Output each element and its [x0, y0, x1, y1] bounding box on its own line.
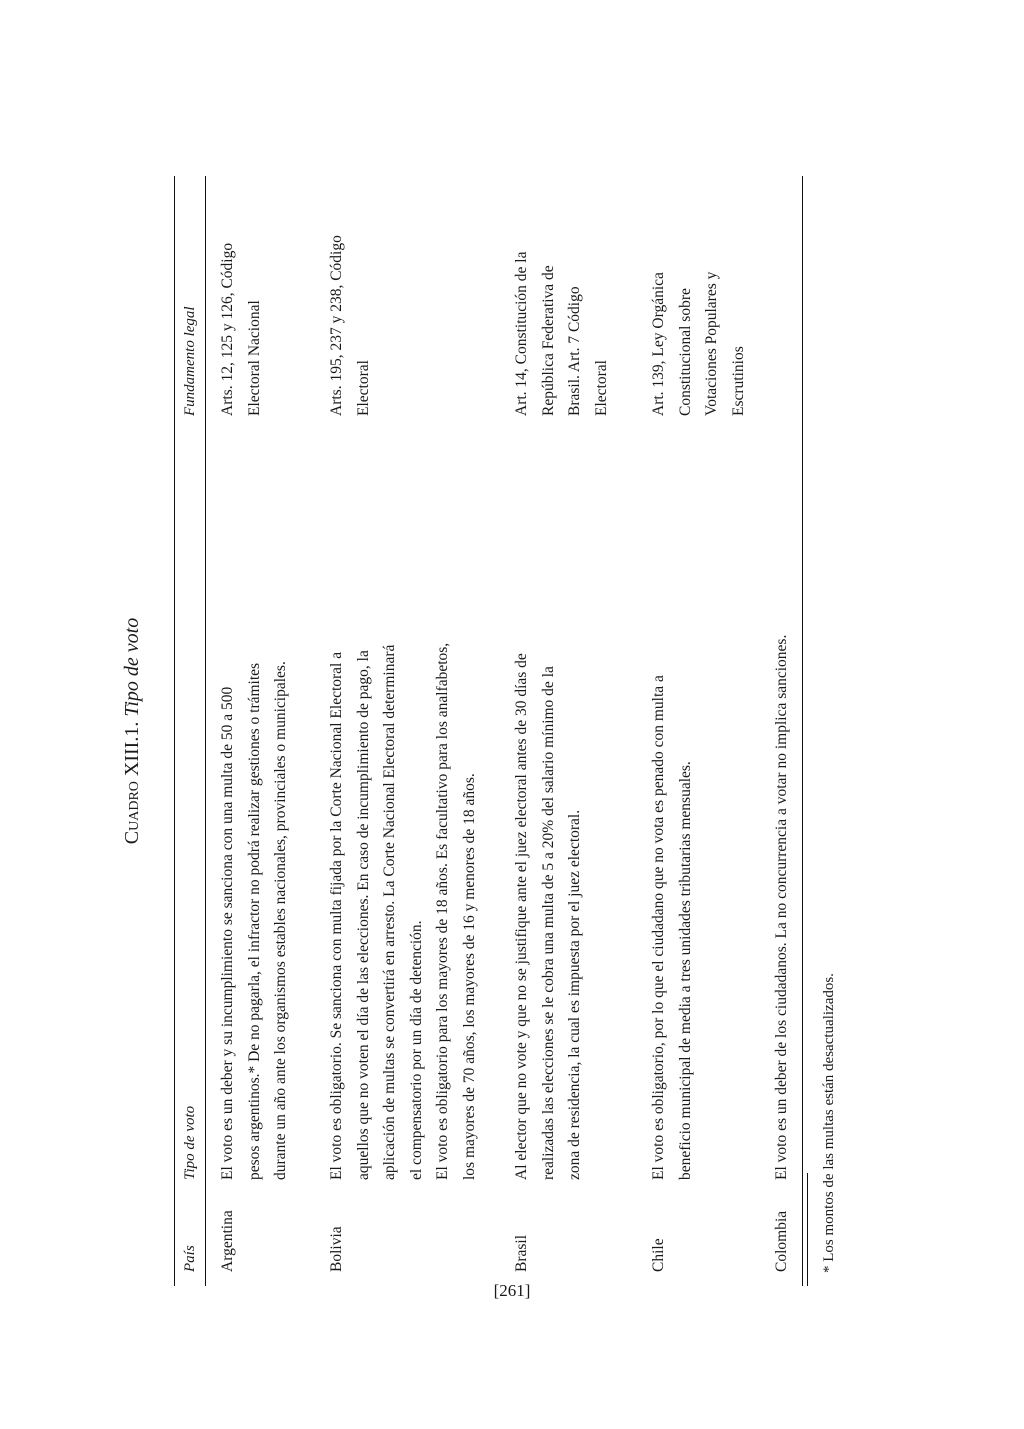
row-argentina-tipo	[215, 661, 295, 1180]
text-line: beneficio municipal de media a tres unidades tributarias mensuales.	[676, 761, 694, 1180]
row-bolivia-tipo	[324, 643, 483, 1180]
text-line: El voto es un deber de los ciudadanos. La no concurrencia a votar no implica sanciones.	[773, 634, 790, 1180]
text-line: Arts. 195, 237 y 238, Código	[328, 235, 345, 416]
row-bolivia-fundamento	[324, 235, 377, 416]
text-line: El voto es obligatorio para los mayores de 18 años. Es facultativo para los analfabetos,	[434, 642, 451, 1180]
caption-title: Tipo de voto	[121, 617, 143, 717]
text-line: Votaciones Populares y	[703, 271, 720, 416]
row-chile-fundamento	[646, 272, 752, 416]
text-line: los mayores de 70 años, los mayores de 16 y menores de 18 años.	[460, 773, 478, 1180]
text-line: Electoral Nacional	[245, 300, 263, 416]
row-brasil-fundamento	[509, 252, 615, 416]
row-argentina-pais: Argentina	[219, 1210, 236, 1272]
text-line: pesos argentinos.* De no pagarla, el infractor no podrá realizar gestiones o trámites	[245, 662, 263, 1180]
text-line: Brasil. Art. 7 Código	[566, 286, 583, 416]
text-line: realizadas las elecciones se le cobra una multa de 5 a 20% del salario mínimo de la	[539, 666, 557, 1180]
text-line: zona de residencia, la cual es impuesta por el juez electoral.	[566, 809, 583, 1180]
text-line: Constitucional sobre	[676, 288, 694, 416]
text-line: El voto es un deber y su incumplimiento se sanciona con una multa de 50 a 500	[219, 686, 236, 1180]
header-pais: País	[182, 1245, 198, 1272]
row-chile-pais: Chile	[650, 1238, 667, 1272]
rotated-table-page	[119, 176, 837, 1286]
footnote-rule	[807, 1173, 808, 1286]
text-line: El voto es obligatorio. Se sanciona con multa fijada por la Corte Nacional Electoral a	[328, 651, 345, 1180]
page-number: [261]	[493, 1281, 531, 1300]
table-header-rule	[205, 176, 206, 1286]
text-line: República Federativa de	[539, 265, 557, 416]
footnote: * Los montos de las multas están desactualizados.	[821, 973, 837, 1273]
row-colombia-tipo	[769, 635, 796, 1180]
table-caption	[119, 176, 145, 1286]
row-bolivia-pais: Bolivia	[328, 1226, 345, 1272]
row-brasil-pais: Brasil	[513, 1234, 530, 1272]
text-line: durante un año ante los organismos estables nacionales, provinciales o municipales.	[272, 661, 289, 1180]
text-line: Escrutinios	[729, 346, 747, 416]
text-line: aplicación de multas se convertirá en arresto. La Corte Nacional Electoral determinará	[381, 644, 398, 1180]
text-line: El voto es obligatorio, por lo que el ciudadano que no vota es penado con multa a	[650, 675, 667, 1180]
text-line: el compensatorio por un día de detención.	[407, 920, 425, 1180]
row-brasil-tipo	[509, 653, 589, 1180]
header-fundamento-legal: Fundamento legal	[182, 306, 198, 416]
text-line: aquellos que no voten el día de las elecciones. En caso de incumplimiento de pago, la	[354, 650, 372, 1180]
header-tipo-de-voto: Tipo de voto	[182, 1105, 198, 1180]
row-argentina-fundamento	[215, 243, 268, 416]
row-chile-tipo	[646, 675, 699, 1180]
text-line: Electoral	[354, 360, 372, 416]
text-line: Al elector que no vote y que no se justifique ante el juez electoral antes de 30 días de	[513, 653, 530, 1180]
caption-label: Cuadro XIII.1.	[121, 721, 143, 845]
text-line: Art. 14, Constitución de la	[513, 251, 530, 416]
table-top-rule	[174, 176, 175, 1286]
row-colombia-pais: Colombia	[773, 1210, 790, 1272]
text-line: Art. 139, Ley Orgánica	[650, 272, 667, 416]
text-line: Electoral	[592, 360, 610, 416]
text-line: Arts. 12, 125 y 126, Código	[219, 242, 236, 416]
table-bottom-rule	[802, 176, 803, 1286]
